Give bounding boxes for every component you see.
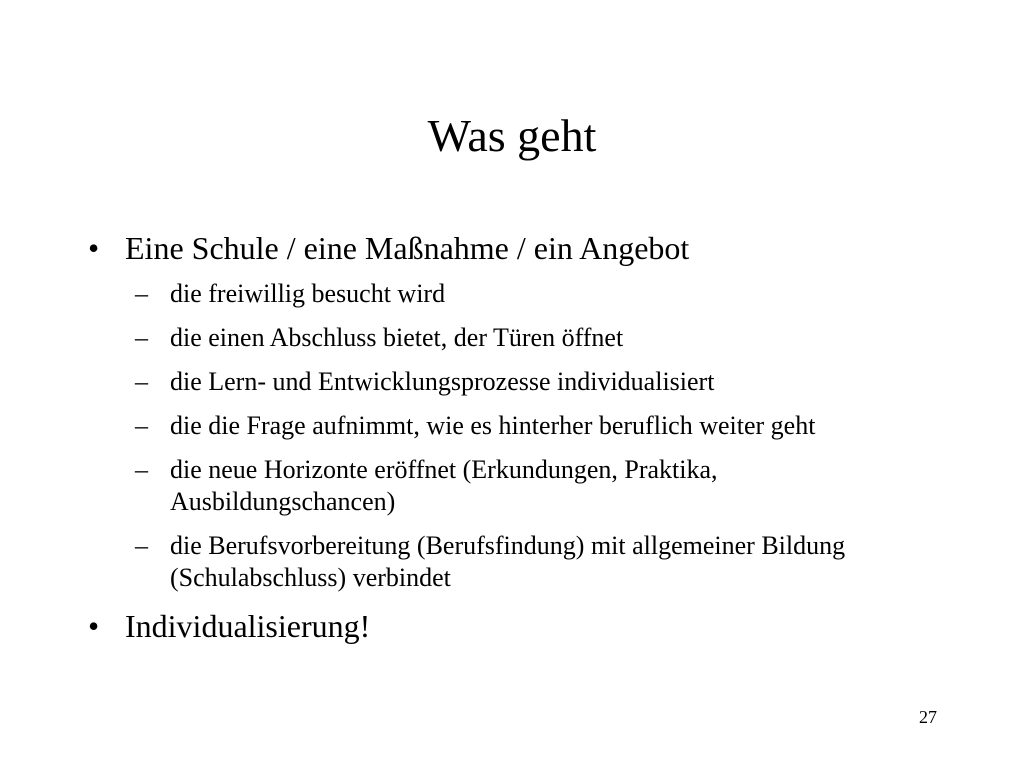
sub-bullet-item (135, 322, 948, 354)
sub-bullet-text: die Lern- und Entwicklungsprozesse individualisiert (170, 367, 715, 396)
bullet-item (88, 228, 948, 268)
slide-content (88, 228, 948, 646)
sub-bullet-text: die neue Horizonte eröffnet (Erkundungen, Praktika, Ausbildungschancen) (170, 455, 718, 516)
sub-bullet-text: die einen Abschluss bietet, der Türen öffnet (170, 323, 624, 352)
dash-marker: – (135, 323, 148, 352)
bullet-text: Eine Schule / eine Maßnahme / ein Angebot (125, 230, 690, 266)
dash-marker: – (135, 531, 148, 560)
sub-bullet-item (135, 366, 948, 398)
dash-marker: – (135, 279, 148, 308)
dash-marker: – (135, 411, 148, 440)
sub-bullet-item (135, 530, 948, 594)
bullet-text: Individualisierung! (125, 608, 371, 644)
slide-title: Was geht (427, 110, 597, 161)
sub-bullet-list (88, 278, 948, 594)
sub-bullet-item (135, 454, 948, 518)
bullet-marker: • (88, 230, 100, 266)
sub-bullet-text: die Berufsvorbereitung (Berufsfindung) mit allgemeiner Bildung (Schulabschluss) verbindet (170, 531, 846, 592)
bullet-marker: • (88, 608, 100, 644)
bullet-item (88, 606, 948, 646)
dash-marker: – (135, 367, 148, 396)
dash-marker: – (135, 455, 148, 484)
sub-bullet-item (135, 278, 948, 310)
page-number: 27 (919, 707, 937, 727)
sub-bullet-text: die die Frage aufnimmt, wie es hinterher beruflich weiter geht (170, 411, 816, 440)
sub-bullet-text: die freiwillig besucht wird (170, 279, 446, 308)
sub-bullet-item (135, 410, 948, 442)
